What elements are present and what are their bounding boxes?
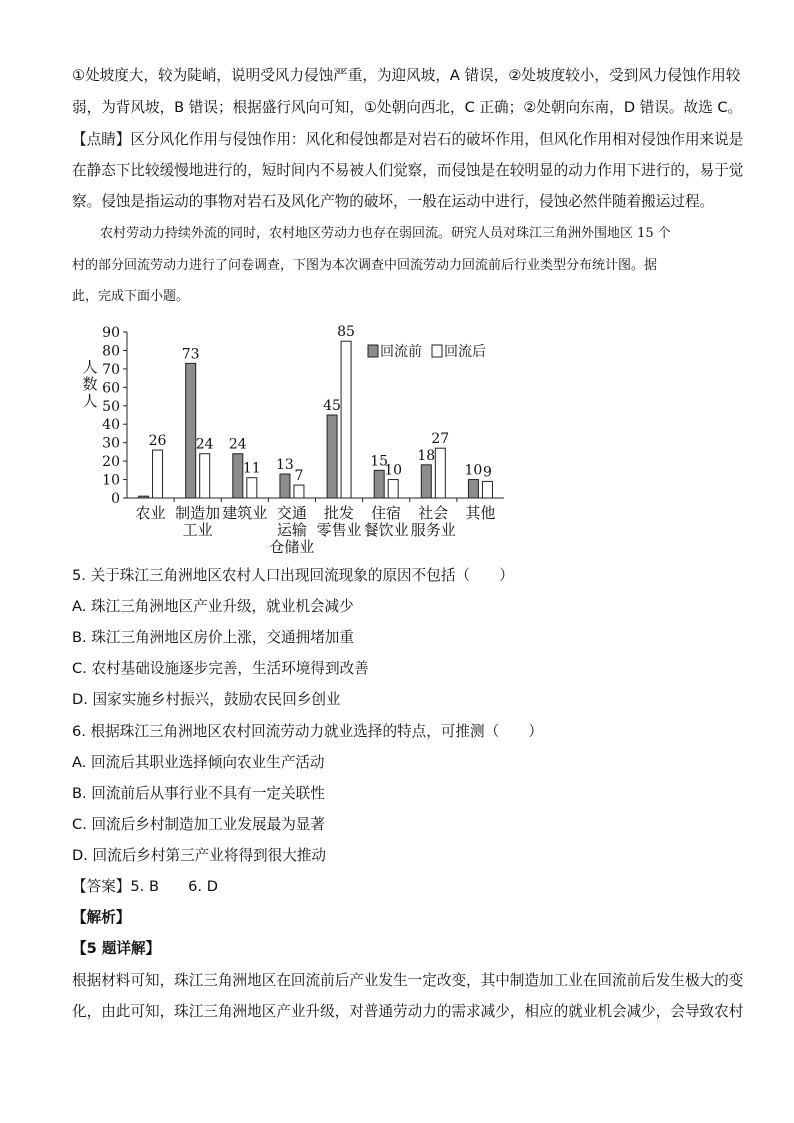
x-tick-label: 零售业 xyxy=(316,521,362,539)
x-tick-label: 其他 xyxy=(465,504,496,522)
data-label-after: 27 xyxy=(431,431,450,448)
q6-stem: 6. 根据珠江三角洲地区农村回流劳动力就业选择的特点，可推测（ ） xyxy=(72,723,543,740)
bar-before xyxy=(280,474,290,498)
x-tick-label: 服务业 xyxy=(410,521,456,539)
detail-line-2: 化，由此可知，珠江三角洲地区产业升级，对普通劳动力的需求减少，相应的就业机会减少，会导致农村 xyxy=(72,1003,744,1020)
dianjing-line-1: 【点睛】区分风化作用与侵蚀作用：风化和侵蚀都是对岩石的破坏作用，但风化作用相对侵蚀作用来说是 xyxy=(72,131,744,148)
data-label-after: 9 xyxy=(482,464,492,481)
legend-label: 回流后 xyxy=(444,344,486,360)
bar-after xyxy=(200,454,210,498)
x-tick-label: 工业 xyxy=(182,521,213,539)
data-label-after: 24 xyxy=(195,436,214,453)
data-label-before: 10 xyxy=(464,462,483,479)
q5-stem: 5. 关于珠江三角洲地区农村人口出现回流现象的原因不包括（ ） xyxy=(72,567,514,584)
y-axis-label: 人 xyxy=(82,358,98,376)
data-label-before: 45 xyxy=(323,398,341,414)
x-tick-label: 批发 xyxy=(324,504,355,522)
bar-after xyxy=(153,450,163,498)
y-tick-label: 30 xyxy=(102,435,120,452)
bar-before xyxy=(374,470,384,498)
bar-after xyxy=(482,481,492,498)
data-label-before: 73 xyxy=(181,346,200,363)
intro-line-2: 村的部分回流劳动力进行了问卷调查，下图为本次调查中回流劳动力回流前后行业类型分布统计图。据 xyxy=(72,258,658,273)
y-tick-label: 90 xyxy=(102,325,120,341)
intro-line-3: 此，完成下面小题。 xyxy=(72,289,190,304)
bar-before xyxy=(421,465,431,498)
legend-label: 回流前 xyxy=(380,344,422,360)
data-label-after: 7 xyxy=(294,468,304,485)
y-tick-label: 20 xyxy=(102,454,120,471)
detail-line-1: 根据材料可知，珠江三角洲地区在回流前后产业发生一定改变，其中制造加工业在回流前后发生极大的变 xyxy=(72,972,744,989)
text-line-1: ①处坡度大，较为陡峭，说明受风力侵蚀严重，为迎风坡，A 错误，②处坡度较小，受到风力侵蚀作用较 xyxy=(72,67,741,84)
x-tick-label: 建筑业 xyxy=(222,504,268,522)
y-axis-label: 数 xyxy=(82,375,98,393)
bar-before xyxy=(327,415,337,498)
legend-swatch-after xyxy=(432,345,442,357)
x-tick-label: 运输 xyxy=(276,521,307,539)
data-label-after: 26 xyxy=(148,433,167,450)
q6-option-a: A. 回流后其职业选择倾向农业生产活动 xyxy=(72,754,325,771)
x-tick-label: 制造加 xyxy=(175,504,221,522)
intro-line-1: 农村劳动力持续外流的同时，农村地区劳动力也存在弱回流。研究人员对珠江三角洲外围地区 15 个 xyxy=(100,226,671,241)
q6-option-c: C. 回流后乡村制造加工业发展最为显著 xyxy=(72,816,325,833)
x-tick-label: 社会 xyxy=(418,504,449,522)
detail-label: 【5 题详解】 xyxy=(72,940,161,957)
y-tick-label: 10 xyxy=(102,472,120,489)
q5-option-c: C. 农村基础设施逐步完善，生活环境得到改善 xyxy=(72,660,369,677)
bar-before xyxy=(233,454,243,498)
y-tick-label: 80 xyxy=(102,343,120,360)
bar-after xyxy=(435,448,445,498)
legend-swatch-before xyxy=(368,345,378,357)
y-tick-label: 0 xyxy=(111,491,120,507)
q5-option-d: D. 国家实施乡村振兴，鼓励农民回乡创业 xyxy=(72,691,341,708)
bar-before xyxy=(186,363,196,498)
data-label-after: 85 xyxy=(337,324,355,341)
analysis-label: 【解析】 xyxy=(72,909,131,926)
data-label-after: 11 xyxy=(242,460,261,477)
dianjing-line-3: 察。侵蚀是指运动的事物对岩石及风化产物的破坏，一般在运动中进行，侵蚀必然伴随着搬运过程。 xyxy=(72,193,715,210)
y-tick-label: 70 xyxy=(102,361,120,378)
data-label-before: 13 xyxy=(276,457,294,474)
answer: 【答案】5. B 6. D xyxy=(72,878,218,895)
bar-after xyxy=(247,478,257,498)
data-label-before: 18 xyxy=(417,447,436,464)
x-tick-label: 农业 xyxy=(135,504,166,522)
y-tick-label: 40 xyxy=(102,417,120,434)
q6-option-b: B. 回流前后从事行业不具有一定关联性 xyxy=(72,785,325,802)
dianjing-line-2: 在静态下比较缓慢地进行的，短时间内不易被人们觉察，而侵蚀是在较明显的动力作用下进行的，易于觉 xyxy=(72,162,744,179)
bar-before xyxy=(468,480,478,498)
data-label-after: 10 xyxy=(384,462,403,479)
bar-before xyxy=(139,496,149,498)
x-tick-label: 餐饮业 xyxy=(363,521,409,539)
data-label-before: 15 xyxy=(370,453,389,470)
bar-after xyxy=(294,485,304,498)
bar-after xyxy=(341,341,351,498)
y-tick-label: 60 xyxy=(102,380,120,397)
y-axis-label: 人 xyxy=(82,392,98,410)
text-line-2: 弱，为背风坡，B 错误；根据盛行风向可知，①处朝向西北，C 正确；②处朝向东南，D 错误。故选 C。 xyxy=(72,99,743,116)
bar-after xyxy=(388,480,398,498)
q6-option-d: D. 回流后乡村第三产业将得到很大推动 xyxy=(72,847,327,864)
x-tick-label: 住宿 xyxy=(371,504,402,522)
q5-option-a: A. 珠江三角洲地区产业升级，就业机会减少 xyxy=(72,598,354,615)
x-tick-label: 交通 xyxy=(276,504,307,522)
y-tick-label: 50 xyxy=(102,398,120,415)
x-tick-label: 仓储业 xyxy=(269,538,315,556)
data-label-before: 24 xyxy=(228,436,247,453)
q5-option-b: B. 珠江三角洲地区房价上涨，交通拥堵加重 xyxy=(72,629,354,646)
